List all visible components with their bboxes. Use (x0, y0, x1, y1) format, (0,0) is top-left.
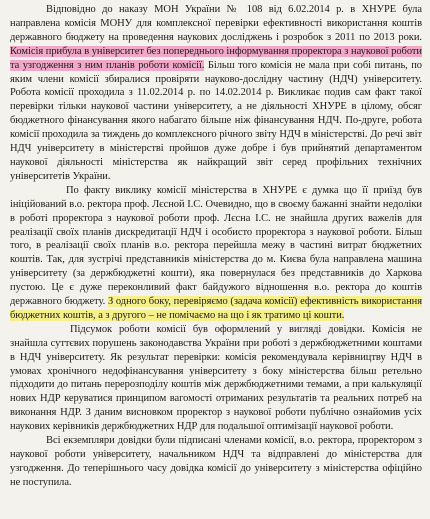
paragraph-2 (10, 184, 422, 323)
document-body (10, 3, 422, 490)
highlighted-text-segment: Комісія прибула в університет без попереднього інформування проректора з наукової роботи та узгодження з ним планів роботи комісії. (10, 45, 422, 71)
text-segment: Відповідно до наказу МОН України № 108 від 6.02.2014 р. в ХНУРЕ була направлена комісія МОНУ для комплексної перевірки ефективності використання коштів державного бюджету на проведення наукових досліджень і розробок з 2011 по 2013 роки. (10, 4, 422, 43)
text-segment: Всі екземпляри довідки були підписані членами комісії, в.о. ректора, проректором з наукової роботи університету, начальником НДЧ та відправлені до міністерства для узгодження. До теперішнього часу довідка комісії до університету з міністерства офіційно не поступила. (10, 435, 422, 488)
highlighted-text-segment: З одного боку, перевіряємо (задача комісії) ефективність використання бюджетних коштів, а з другого – не помічаємо на що і як тратимо ці кошти. (10, 296, 422, 321)
text-segment: По факту виклику комісії міністерства в ХНУРЕ є думка що її приїзд був ініційований в.о. ректора проф. Лєсной І.С. Очевидно, що в своєму бажанні знайти недоліки в роботі проректора з наукової роботи проф. Лєсна І.С. не знайшла других важелів для реалізації своїх планів дискредитації НДЧ і особисто проректора з наукової роботи. Більш того, в реалізації своїх планів в.о. ректора перейшла межу в частині витрат бюджетних коштів. Так, для зустрічі представників міністерства до м. Києва була направлена машина університету (за держбюджетні кошти), яка повернулася без представників до Харкова пустою. Це є дуже переконливий факт байдужого відношення в.о. ректора до коштів державного бюджету. (10, 184, 422, 308)
text-segment: Підсумок роботи комісії був оформлений у вигляді довідки. Комісія не знайшла суттєвих порушень законодавства України при роботі з держбюджетними коштами в НДЧ університету. Як результат перевірки: комісія рекомендувала керівництву НДЧ в умовах хронічного недофінансування університету з боку міністерства більш ретельно підходити до питань перерозподілу коштів між держбюджетними темами, а при калькуляції нових НДР керуватися принципом вагомості отриманих результатів та реальних потреб на виконання НДР. З даним висновком проректор з наукової роботи публічно ознайомив усіх наукових керівників держбюджетних НДР для подальшої оптимізації наукової роботи. (10, 323, 422, 433)
paragraph-4 (10, 434, 422, 490)
text-segment: Більш того комісія не мала при собі питань, по яким члени комісії збиралися провіряти науково-дослідну частину (НДЧ) університету. Робота комісії проходила з 11.02.2014 р. по 14.02.2014 р. Викликає подив сам факт такої перевірки тільки наукової частини університету, а не діяльності ХНУРЕ в цілому, обсяг бюджетного фінансування якого набагато більше ніж фінансування НДЧ. По-друге, робота комісії проходила за тиждень до комплексного річного звіту НДЧ в міністерстві. До речі звіт НДЧ університету в міністерстві пройшов дуже добре і був прийнятий департаментом наукової діяльності міністерства як найкращий звіт серед профільних технічних університетів України. (10, 59, 422, 182)
paragraph-1 (10, 3, 422, 184)
paragraph-3 (10, 323, 422, 434)
